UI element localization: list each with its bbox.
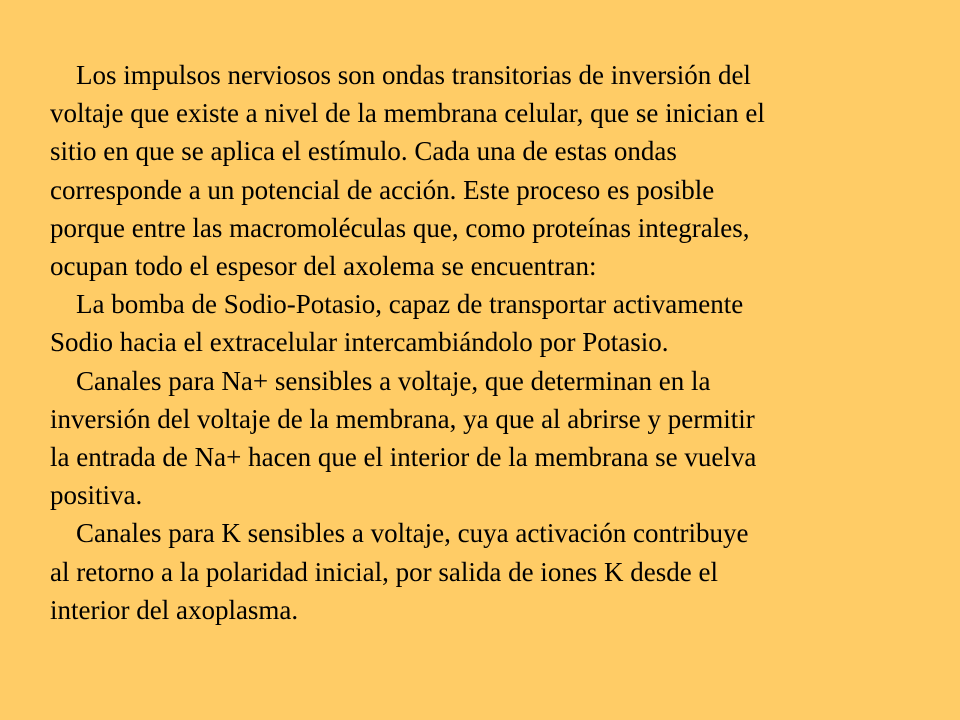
text-line: porque entre las macromoléculas que, como proteínas integrales,: [50, 212, 750, 243]
text-line: Los impulsos nerviosos son ondas transitorias de inversión del: [76, 60, 751, 90]
text-line: la entrada de Na+ hacen que el interior de la membrana se vuelva: [50, 442, 757, 473]
text-line: al retorno a la polaridad inicial, por salida de iones K desde el: [50, 556, 719, 587]
text-line: corresponde a un potencial de acción. Este proceso es posible: [50, 174, 715, 205]
text-line: La bomba de Sodio-Potasio, capaz de transportar activamente: [76, 289, 744, 320]
paragraph-sodium-channels: [50, 362, 910, 515]
text-line: Sodio hacia el extracelular intercambiándolo por Potasio.: [50, 327, 669, 358]
text-line: interior del axoplasma.: [50, 594, 299, 625]
paragraph-nerve-impulses: [50, 56, 910, 285]
text-line: Canales para Na+ sensibles a voltaje, que determinan en la: [76, 365, 711, 396]
text-line: inversión del voltaje de la membrana, ya que al abrirse y permitir: [50, 403, 755, 434]
paragraph-sodium-potassium-pump: [50, 285, 910, 361]
text-line: ocupan todo el espesor del axolema se encuentran:: [50, 251, 597, 282]
slide-body-text: [50, 56, 910, 629]
text-line: sitio en que se aplica el estímulo. Cada una de estas ondas: [50, 136, 677, 167]
text-line: Canales para K sensibles a voltaje, cuya activación contribuye: [76, 518, 749, 549]
paragraph-potassium-channels: [50, 514, 910, 629]
text-line: voltaje que existe a nivel de la membrana celular, que se inician el: [50, 98, 765, 129]
text-line: positiva.: [50, 480, 143, 511]
